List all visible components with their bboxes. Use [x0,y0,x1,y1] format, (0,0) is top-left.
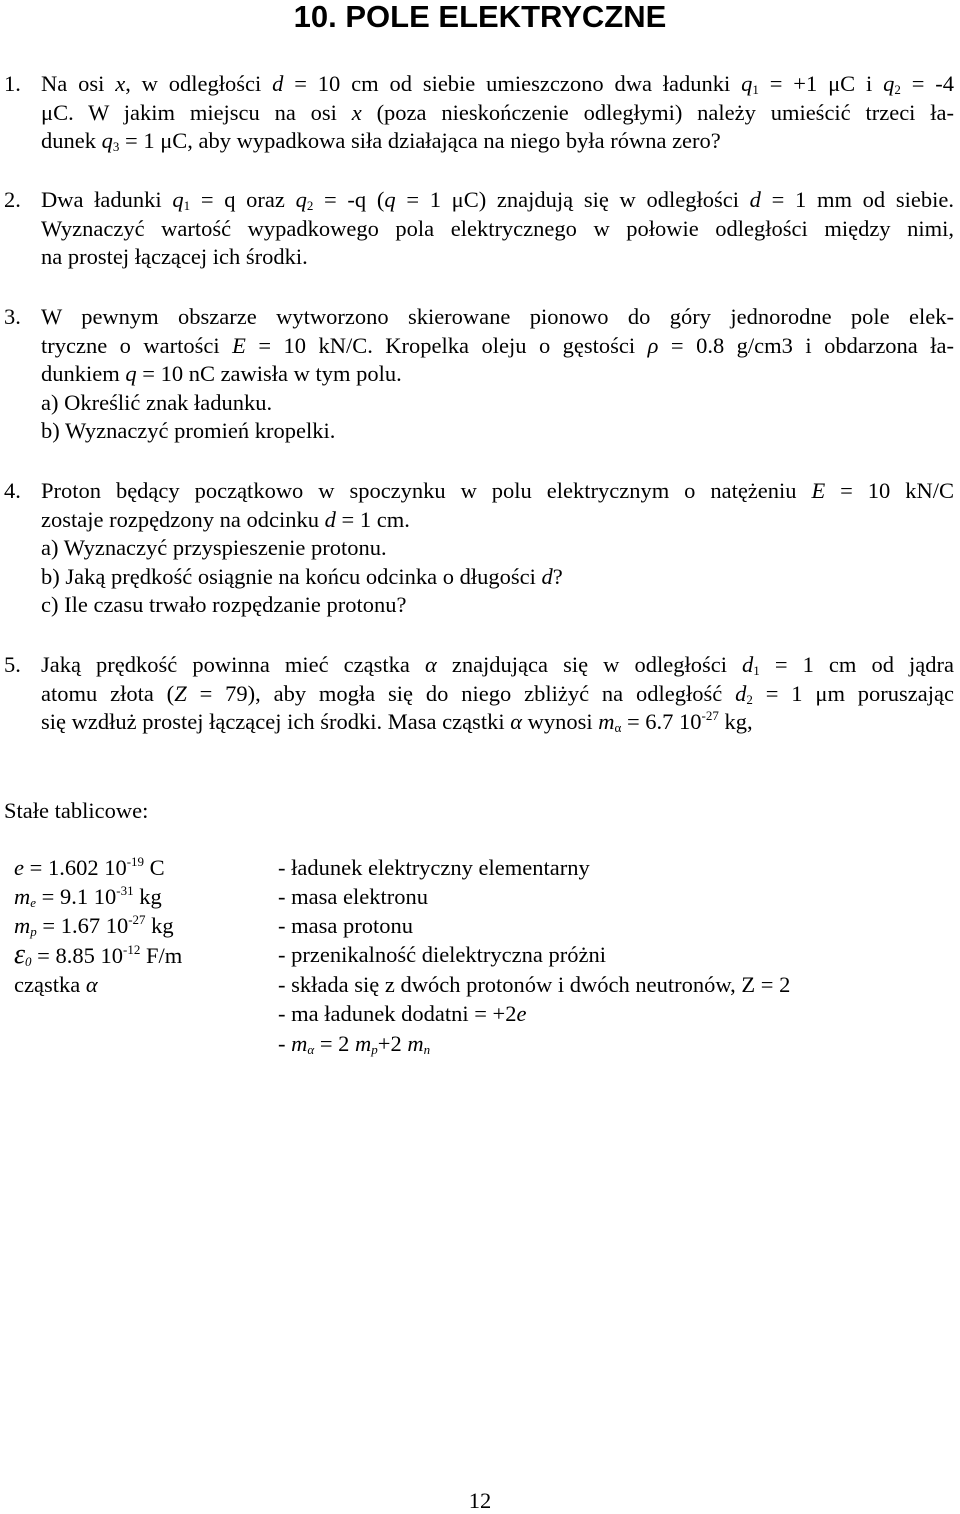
problem-line: atomu złota (Z = 79), aby mogła się do niego zbliżyć na odległość $d_2 = 1$ μm poruszając [41,680,954,707]
constant-description: - ładunek elektryczny elementarny [278,855,590,880]
problem-line: 4. Proton będący początkowo w spoczynku w polu elektrycznym o natężeniu E = 10 kN/C [4,477,954,506]
problem-line: dunkiem q = 10 nC zawisła w tym polu. [41,361,402,387]
problem-line: c) Ile czasu trwało rozpędzanie protonu? [41,592,407,618]
problem-line: b) Wyznaczyć promień kropelki. [41,418,336,444]
problem-line: na prostej łączącej ich środki. [41,244,308,270]
problem-line: zostaje rozpędzony na odcinku d = 1 cm. [41,506,410,532]
constant-description: - przenikalność dielektryczna próżni [278,942,606,967]
problem-3 [4,303,954,446]
problem-line: 3. W pewnym obszarze wytworzono skierowane pionowo do góry jednorodne pole elek- [4,303,954,332]
problem-number: 3. [4,304,21,329]
problem-line: 5. Jaką prędkość powinna mieć cząstka α znajdująca się w odległości $d_1 = 1$ cm od jądra [4,652,954,678]
problem-number: 2. [4,187,21,212]
problem-4 [4,477,954,620]
problem-line: 1. Na osi x, w odległości d = 10 cm od siebie umieszczono dwa ładunki $q_1 = +1$ μC i $q_2 = -4$ [4,71,954,97]
constant-description: - masa elektronu [278,884,428,909]
constants-heading: Stałe tablicowe: [4,798,149,823]
problem-line: a) Wyznaczyć przyspieszenie protonu. [41,535,387,561]
problem-number: 5. [4,652,21,677]
constant-description: - składa się z dwóch protonów i dwóch neutronów, Z = 2 [278,972,791,997]
problem-line: a) Określić znak ładunku. [41,389,273,415]
problem-number: 4. [4,478,21,503]
constant-symbol: cząstka α [14,972,98,997]
constant-symbol: e = 1.602 $10^{-19}$ C [14,854,165,880]
constant-symbol: $m_p = 1.67$ $10^{-27}$ kg [14,912,174,939]
page-number: 12 [468,1488,492,1513]
problem-2 [4,186,954,272]
constant-symbol: $\varepsilon_0 = 8.85$ $10^{-12}$ F/m [14,939,183,970]
problem-line: się wzdłuż prostej łączącej ich środki. Masa cząstki α wynosi $m_\alpha = 6.7$ $10^{-27}$ kg, [41,708,753,736]
problem-line: μC. W jakim miejscu na osi x (poza nieskończenie odległymi) należy umieścić trzeci ła- [41,99,954,125]
problem-line: dunek $q_3 = 1$ μC, aby wypadkowa siła działająca na niego była równa zero? [41,128,721,155]
problem-line: 2. Dwa ładunki $q_1 = q$ oraz $q_2 = -q$ (q = 1 μC) znajdują się w odległości d = 1 mm od siebie. [4,187,954,213]
constant-description: - ma ładunek dodatni = +2e [278,1001,527,1026]
problem-5 [4,651,954,737]
problem-line: b) Jaką prędkość osiągnie na końcu odcinka o długości d? [41,563,563,589]
problem-line: tryczne o wartości E = 10 kN/C. Kropelka oleju o gęstości ρ = 0.8 g/cm3 i obdarzona ła- [41,332,954,358]
constant-symbol: $m_e = 9.1$ $10^{-31}$ kg [14,883,162,910]
problem-1 [4,70,954,156]
problem-line: Wyznaczyć wartość wypadkowego pola elektrycznego w połowie odległości między nimi, [41,215,954,241]
page-title: 10. POLE ELEKTRYCZNE [293,0,667,34]
constant-description: - $m_\alpha = 2$ $m_p+2$ $m_n$ [278,1031,431,1057]
constant-description: - masa protonu [278,913,413,938]
problem-number: 1. [4,71,21,96]
